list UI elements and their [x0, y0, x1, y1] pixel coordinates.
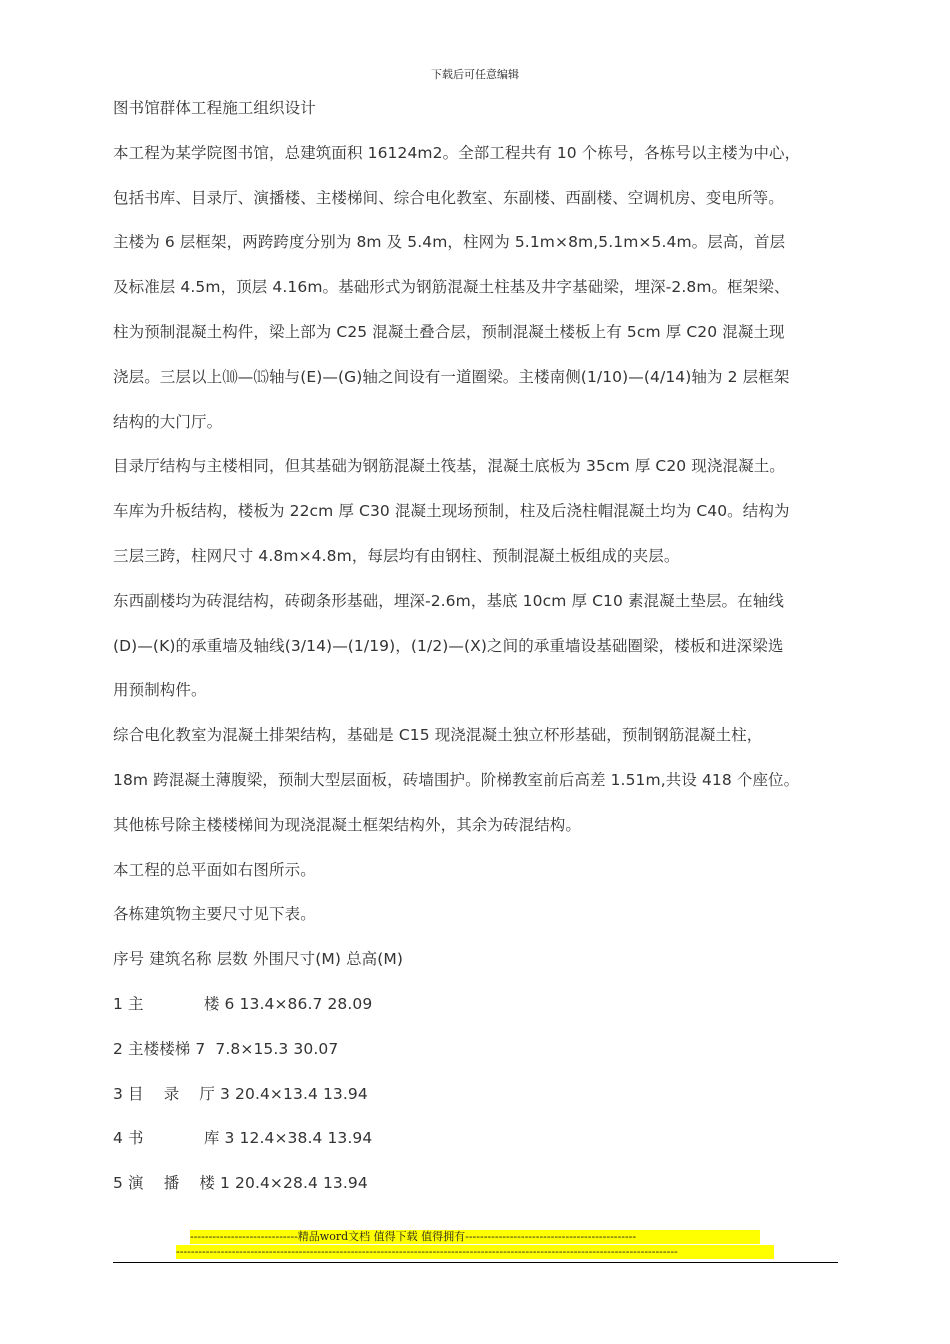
paragraph-line: 18m 跨混凝土薄腹梁，预制大型层面板，砖墙围护。阶梯教室前后高差 1.51m,共设 418 个座位。 — [113, 770, 800, 789]
table-row: 3 目 录 厅 3 20.4×13.4 13.94 — [113, 1084, 368, 1103]
footer-banner-line-1: -----------------------------精品word文档 值得下载 值得拥有---------------------------------------------- — [190, 1230, 760, 1244]
table-row: 5 演 播 楼 1 20.4×28.4 13.94 — [113, 1174, 368, 1193]
paragraph-line: 目录厅结构与主楼相同，但其基础为钢筋混凝土筏基，混凝土底板为 35cm 厚 C20 现浇混凝土。 — [113, 457, 785, 476]
table-row: 1 主 楼 6 13.4×86.7 28.09 — [113, 994, 373, 1013]
paragraph-line: 主楼为 6 层框架，两跨跨度分别为 8m 及 5.4m，柱网为 5.1m×8m,5.1m×5.4m。层高，首层 — [113, 233, 786, 252]
paragraph-line: (D)—(K)的承重墙及轴线(3/14)—(1/19)，(1/2)—(X)之间的承重墙设基础圈梁，楼板和进深梁选 — [113, 636, 784, 655]
paragraph-line: 结构的大门厅。 — [113, 412, 223, 431]
document-body — [113, 98, 838, 1218]
paragraph-line: 包括书库、目录厅、演播楼、主楼梯间、综合电化教室、东副楼、西副楼、空调机房、变电所等。 — [113, 188, 784, 207]
table-row: 4 书 库 3 12.4×38.4 13.94 — [113, 1129, 373, 1148]
paragraph-line: 综合电化教室为混凝土排架结构，基础是 C15 现浇混凝土独立杯形基础，预制钢筋混凝土柱， — [113, 726, 763, 745]
paragraph-line: 柱为预制混凝土构件，梁上部为 C25 混凝土叠合层，预制混凝土楼板上有 5cm 厚 C20 混凝土现 — [113, 322, 785, 341]
paragraph-line: 用预制构件。 — [113, 681, 207, 700]
paragraph-line: 车库为升板结构，楼板为 22cm 厚 C30 混凝土现场预制，柱及后浇柱帽混凝土均为 C40。结构为 — [113, 502, 790, 521]
table-header-line: 序号 建筑名称 层数 外围尺寸(M) 总高(M) — [113, 950, 404, 969]
footer-banner-line-2: --------------------------------------------------------------------------------------------------------------------------------------- — [176, 1245, 774, 1259]
page-header-note: 下载后可任意编辑 — [431, 68, 519, 81]
paragraph-line: 三层三跨，柱网尺寸 4.8m×4.8m，每层均有由钢柱、预制混凝土板组成的夹层。 — [113, 546, 680, 565]
table-row: 2 主楼楼梯 7 7.8×15.3 30.07 — [113, 1039, 339, 1058]
paragraph-line: 及标准层 4.5m，顶层 4.16m。基础形式为钢筋混凝土柱基及井字基础梁，埋深-2.8m。框架梁、 — [113, 278, 790, 297]
paragraph-line: 本工程的总平面如右图所示。 — [113, 860, 316, 879]
document-title: 图书馆群体工程施工组织设计 — [113, 99, 316, 117]
footer-divider — [113, 1262, 838, 1263]
paragraph-line: 东西副楼均为砖混结构，砖砌条形基础，埋深-2.6m，基底 10cm 厚 C10 素混凝土垫层。在轴线 — [113, 591, 784, 610]
paragraph-line: 其他栋号除主楼楼梯间为现浇混凝土框架结构外，其余为砖混结构。 — [113, 815, 582, 834]
paragraph-line: 各栋建筑物主要尺寸见下表。 — [113, 905, 316, 924]
paragraph-line: 浇层。三层以上⑽—⒂轴与(E)—(G)轴之间设有一道圈梁。主楼南侧(1/10)—(4/14)轴为 2 层框架 — [113, 367, 790, 386]
paragraph-line: 本工程为某学院图书馆，总建筑面积 16124m2。全部工程共有 10 个栋号，各栋号以主楼为中心， — [113, 143, 801, 162]
